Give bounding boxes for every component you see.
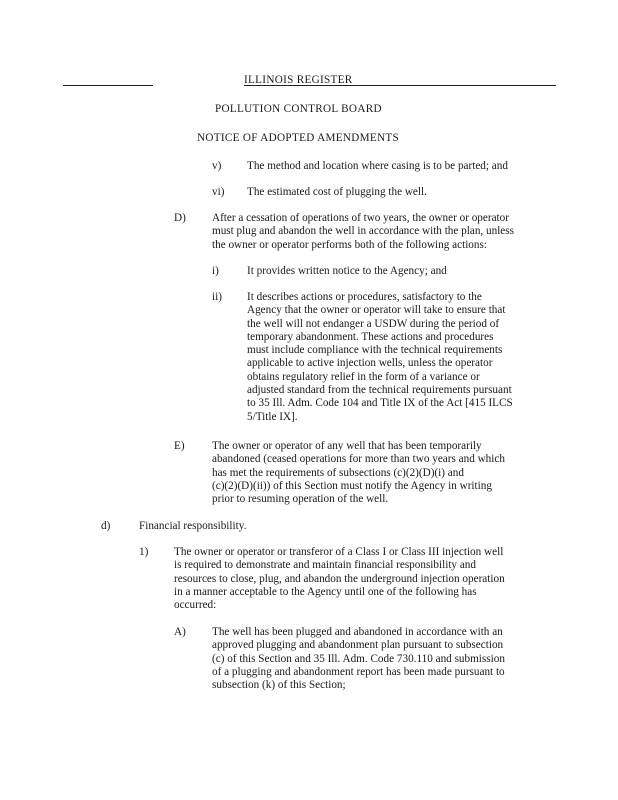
item-E-line: (c)(2)(D)(ii)) of this Section must notify the Agency in writing [212, 479, 492, 492]
item-1-line: in a manner acceptable to the Agency until one of the following has [174, 585, 477, 598]
notice-title: NOTICE OF ADOPTED AMENDMENTS [197, 132, 400, 144]
item-ii-line: Agency that the owner or operator will take to ensure that [247, 304, 506, 317]
header-rule-left [63, 85, 153, 86]
item-A-line: approved plugging and abandonment plan pursuant to subsection [212, 639, 504, 652]
item-vi-text: The estimated cost of plugging the well. [247, 186, 427, 198]
item-E-line: prior to resuming operation of the well. [212, 493, 389, 506]
item-E-line: has met the requirements of subsections (c)(2)(D)(i) and [212, 466, 464, 479]
item-vi-label: vi) [212, 186, 225, 198]
item-1-label: 1) [139, 546, 149, 558]
board-title: POLLUTION CONTROL BOARD [215, 103, 382, 115]
item-ii-line: must include compliance with the technical requirements [247, 344, 503, 357]
item-i-label: i) [212, 265, 219, 277]
item-ii-line: 5/Title IX]. [247, 410, 298, 423]
item-ii-text [247, 291, 513, 424]
item-v-label: v) [212, 160, 222, 172]
item-d-label: d) [101, 520, 111, 532]
item-d-text: Financial responsibility. [139, 520, 247, 532]
item-E-line: abandoned (ceased operations for more than two years and which [212, 453, 505, 466]
item-1-line: occurred: [174, 599, 217, 612]
item-ii-line: obtains regulatory relief in the form of a variance or [247, 370, 480, 383]
item-ii-line: applicable to active injection wells, unless the operator [247, 357, 493, 370]
item-A-text [212, 626, 505, 692]
item-E-line: The owner or operator of any well that has been temporarily [212, 440, 482, 452]
item-E-label: E) [174, 440, 185, 452]
item-A-label: A) [174, 626, 186, 638]
item-ii-line: temporary abandonment. These actions and procedures [247, 330, 494, 343]
item-v-text: The method and location where casing is to be parted; and [247, 160, 508, 172]
item-D-line: must plug and abandon the well in accordance with the plan, unless [212, 225, 514, 238]
item-ii-line: adjusted standard from the technical requirements pursuant [247, 384, 512, 397]
item-A-line: of a plugging and abandonment report has been made pursuant to [212, 665, 505, 678]
register-title: ILLINOIS REGISTER [244, 74, 353, 86]
item-1-line: The owner or operator or transferor of a Class I or Class III injection well [174, 546, 504, 558]
item-i-text: It provides written notice to the Agency; and [247, 265, 447, 277]
item-D-line: the owner or operator performs both of the following actions: [212, 238, 487, 251]
header-rule-right [244, 85, 556, 86]
item-ii-line: It describes actions or procedures, satisfactory to the [247, 291, 482, 303]
item-A-line: subsection (k) of this Section; [212, 679, 346, 692]
item-1-text [174, 546, 505, 612]
item-1-line: is required to demonstrate and maintain financial responsibility and [174, 559, 476, 572]
item-D-line: After a cessation of operations of two years, the owner or operator [212, 212, 509, 224]
item-D-text [212, 212, 514, 252]
item-1-line: resources to close, plug, and abandon the underground injection operation [174, 572, 505, 585]
item-A-line: The well has been plugged and abandoned in accordance with an [212, 626, 503, 638]
item-A-line: (c) of this Section and 35 Ill. Adm. Code 730.110 and submission [212, 652, 505, 665]
item-ii-line: the well will not endanger a USDW during the period of [247, 317, 500, 330]
item-ii-label: ii) [212, 291, 222, 303]
item-E-text [212, 440, 505, 506]
item-D-label: D) [174, 212, 186, 224]
item-ii-line: to 35 Ill. Adm. Code 104 and Title IX of the Act [415 ILCS [247, 397, 513, 410]
